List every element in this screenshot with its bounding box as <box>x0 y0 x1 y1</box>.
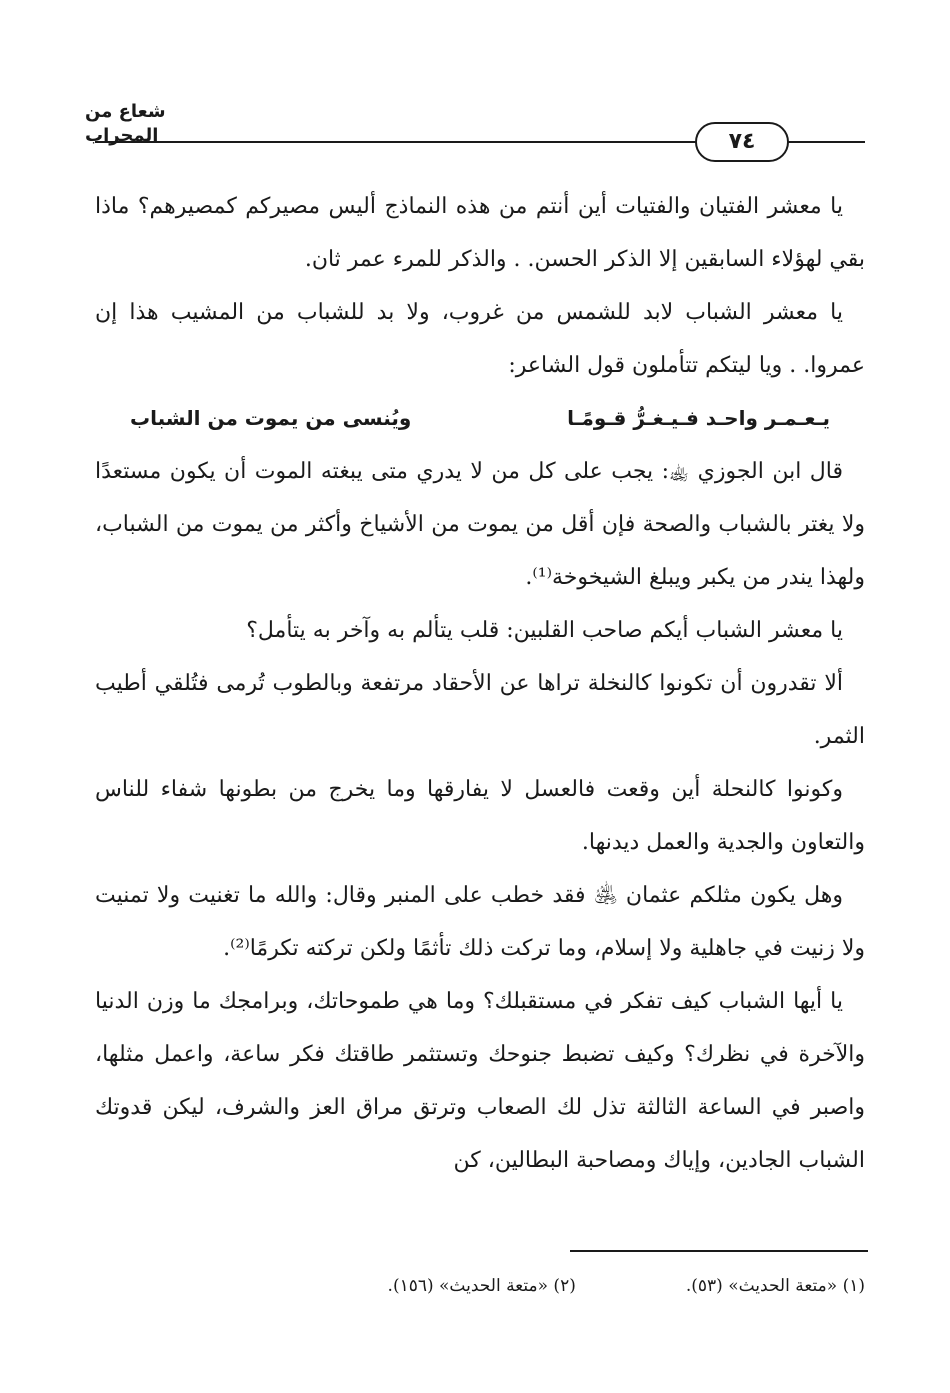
running-title: شعاع من المحراب <box>85 101 166 146</box>
body-text <box>95 180 865 1187</box>
footnote-1: (١) «متعة الحديث» (٥٣). <box>685 1276 865 1296</box>
paragraph-4: يا معشر الشباب أيكم صاحب القلبين: قلب يتألم به وآخر به يتأمل؟ <box>246 618 843 643</box>
poetry-verse <box>95 392 865 445</box>
paragraph-1: يا معشر الفتيان والفتيات أين أنتم من هذه النماذج أليس مصيركم كمصيرهم؟ ماذا بقي لهؤلاء السابقين إلا الذكر الحسن. . والذكر للمرء عمر ثان. <box>95 194 865 272</box>
footnote-divider <box>570 1250 868 1252</box>
paragraph-8: يا أيها الشباب كيف تفكر في مستقبلك؟ وما هي طموحاتك، وبرامجك ما وزن الدنيا والآخرة في نظرك؟ وكيف تضبط جنوحك وتستثمر طاقتك فكر ساعة، واعمل مثلها، واصبر في الساعة الثالثة تذل لك الصعاب وترتق مراق العز والشرف، ليكن قدوتك الشباب الجادين، وإياك ومصاحبة البطالين، كن <box>95 989 865 1173</box>
footnotes <box>95 1272 865 1300</box>
paragraph-6: وكونوا كالنحلة أين وقعت فالعسل لا يفارقها وما يخرج من بطونها شفاء للناس والتعاون والجدية والعمل ديدنها. <box>95 777 865 855</box>
verse-first-hemistich: يـعـمـر واحـد فـيـغـرُّ قـومًـا <box>567 406 830 430</box>
paragraph-3: قال ابن الجوزي ﵀: يجب على كل من لا يدري متى يبغته الموت أن يكون مستعدًا ولا يغتر بالشباب والصحة فإن أقل من يموت من الأشياخ وأكثر من يموت من الشباب، ولهذا يندر من يكبر ويبلغ الشيخوخة⁽¹⁾. <box>95 459 865 590</box>
verse-second-hemistich: ويُنسى من يموت من الشباب <box>130 406 412 430</box>
paragraph-5: ألا تقدرون أن تكونوا كالنخلة تراها عن الأحقاد مرتفعة وبالطوب تُرمى فتُلقي أطيب الثمر. <box>95 671 865 749</box>
page-number: ٧٤ <box>695 122 789 162</box>
footnote-2: (٢) «متعة الحديث» (١٥٦). <box>387 1276 576 1296</box>
paragraph-7: وهل يكون مثلكم عثمان ﵁ فقد خطب على المنبر وقال: والله ما تغنيت ولا تمنيت ولا زنيت في جاهلية ولا إسلام، وما تركت ذلك تأثمًا ولكن تركته تكرمًا⁽²⁾. <box>95 883 865 961</box>
paragraph-2: يا معشر الشباب لابد للشمس من غروب، ولا بد للشباب من المشيب هذا إن عمروا. . ويا ليتكم تتأملون قول الشاعر: <box>95 300 865 378</box>
